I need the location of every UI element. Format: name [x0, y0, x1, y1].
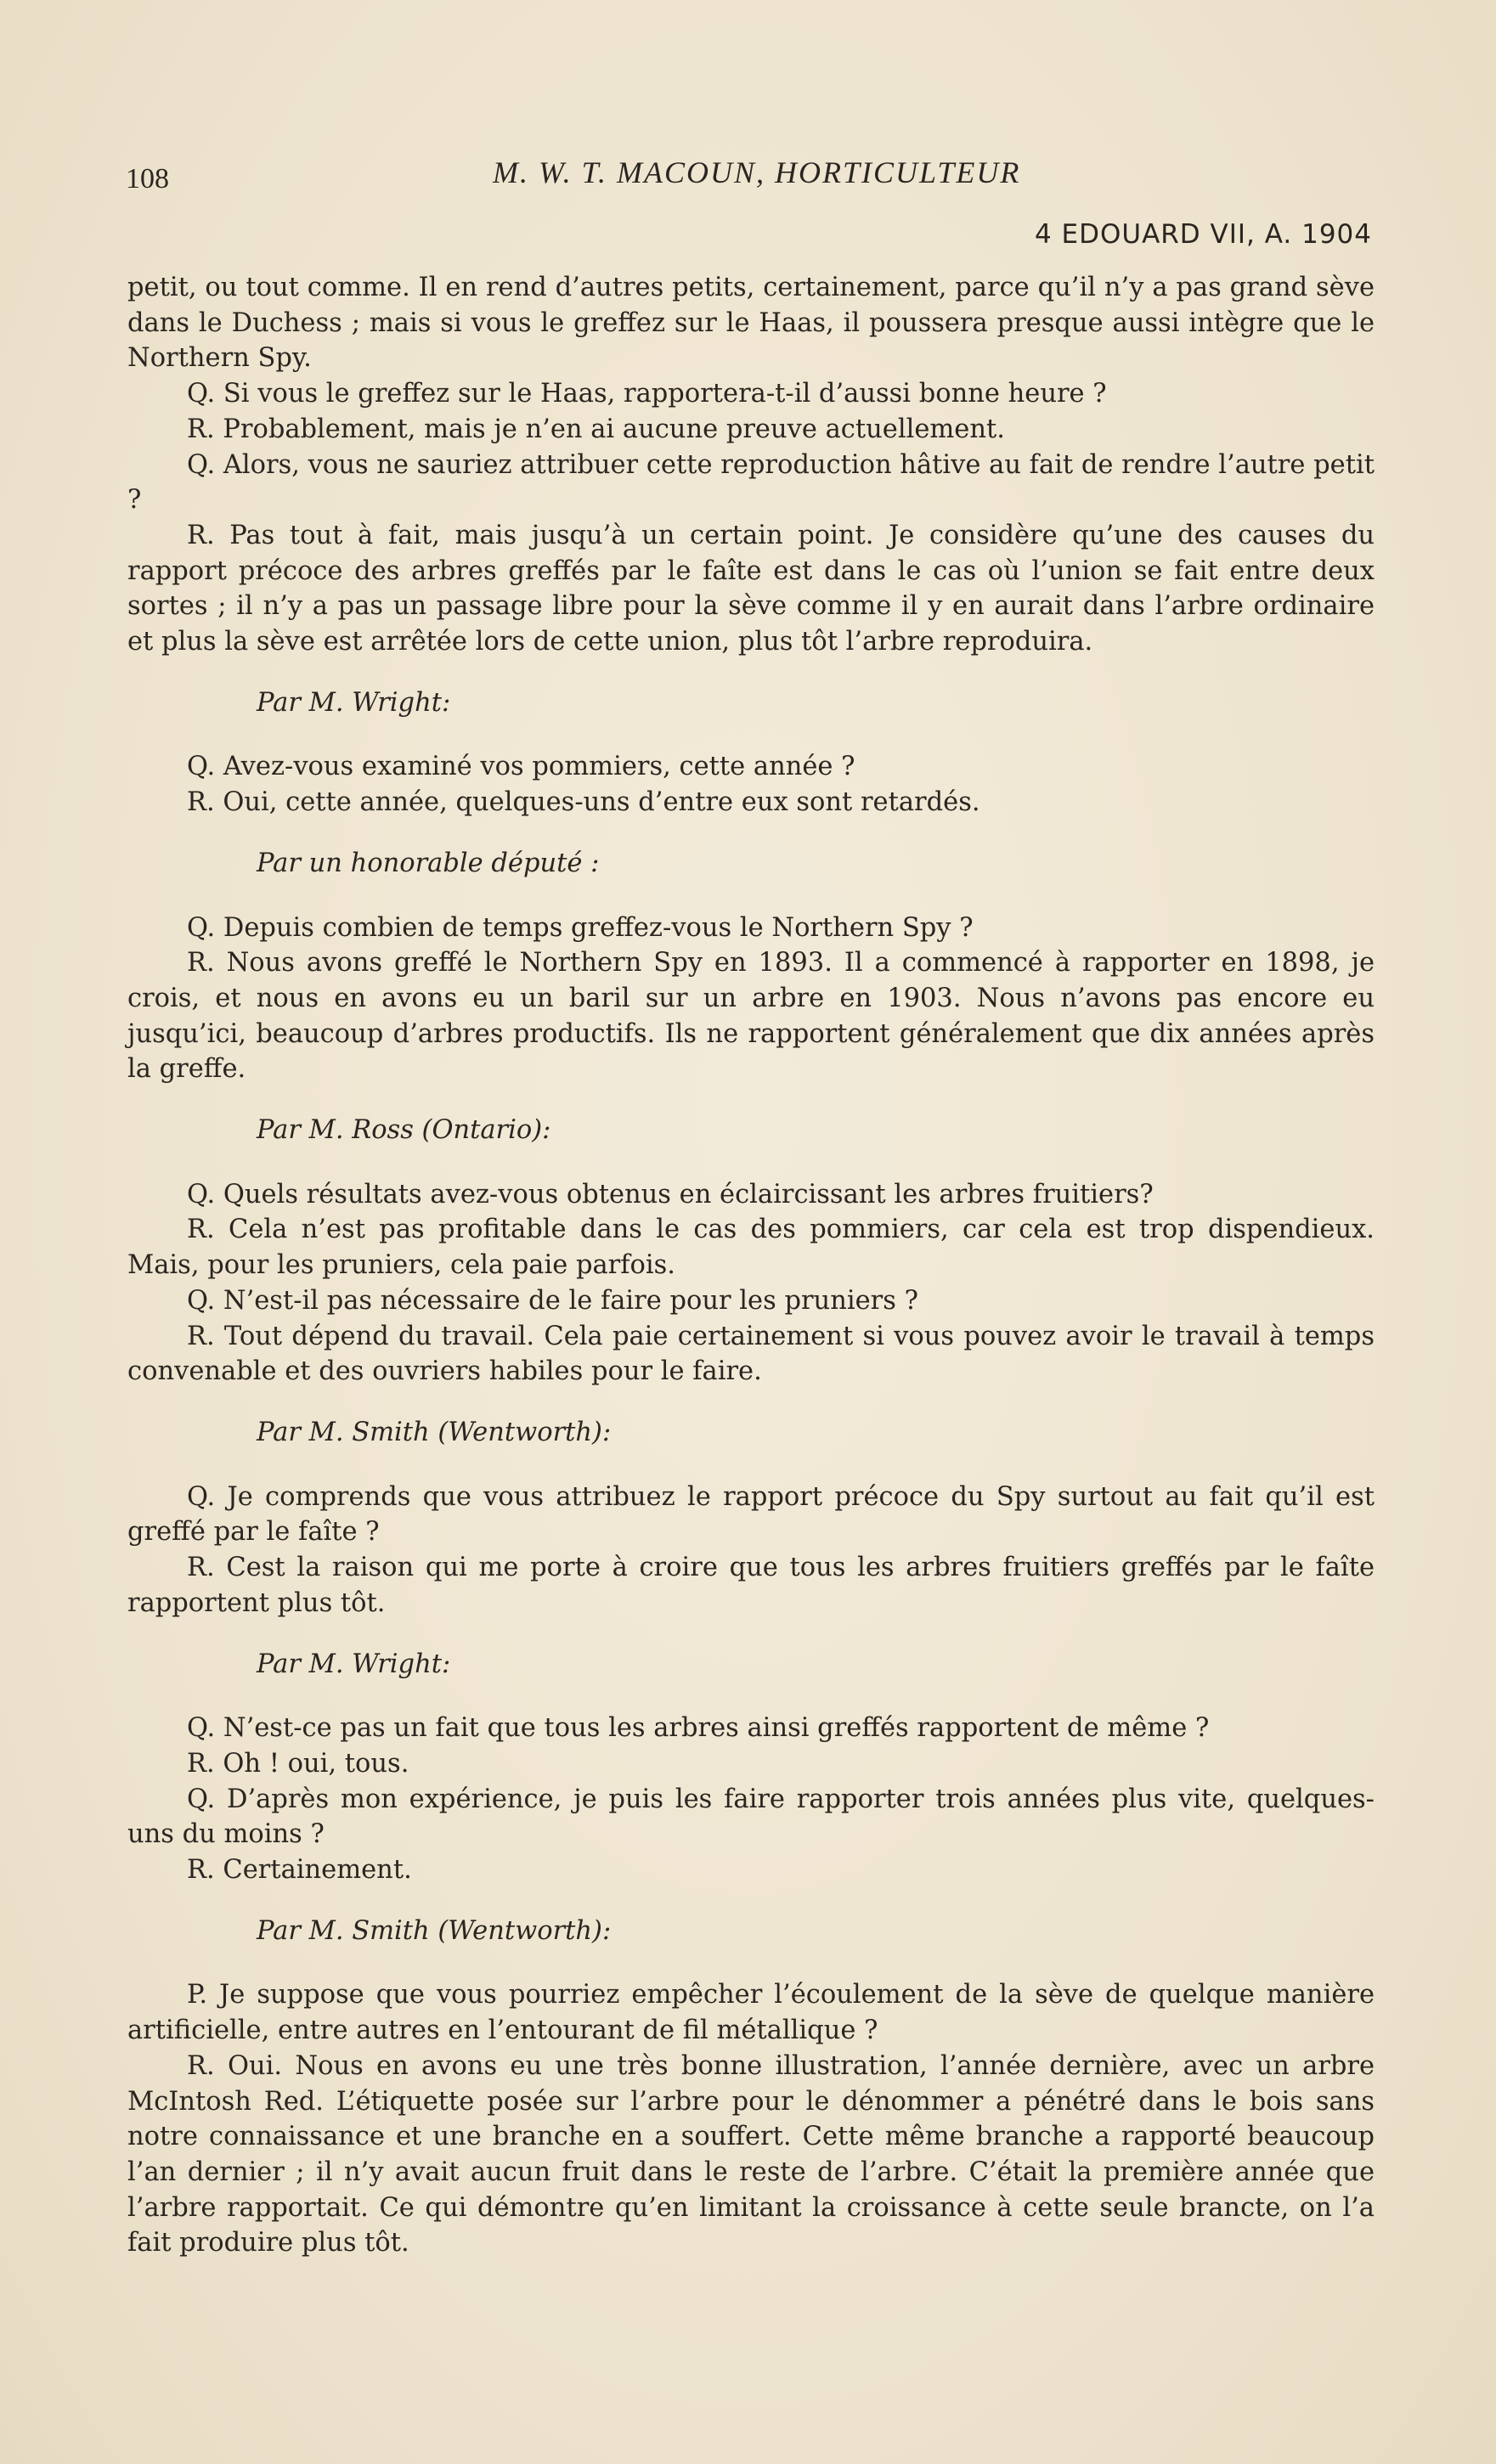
- paragraph: R. Certainement.: [187, 1855, 412, 1886]
- running-title: M. W. T. MACOUN, HORTICULTEUR: [493, 155, 1021, 189]
- running-head: [126, 151, 1375, 202]
- paragraph: Q. Quels résultats avez-vous obtenus en éclaircissant les arbres fruitiers?: [187, 1179, 1154, 1209]
- paragraph: R. Tout dépend du travail. Cela paie certainement si vous pouvez avoir le travail à temps convenable et des ouvriers habiles pour le faire.: [127, 1321, 1375, 1387]
- speaker-heading: Par M. Wright:: [257, 1649, 451, 1679]
- paragraph: R. Pas tout à fait, mais jusqu’à un certain point. Je considère qu’une des causes du rapport précoce des arbres greffés par le faîte est dans le cas où l’union se fait entre deux sortes ; il n’y a pas un passage libre pour la sève comme il y en aurait dans l’arbre ordinaire et plus la sève est arrêtée lors de cette union, plus tôt l’arbre reproduira.: [127, 520, 1375, 657]
- paragraph: Q. N’est-ce pas un fait que tous les arbres ainsi greffés rapportent de même ?: [187, 1713, 1210, 1744]
- paragraph: R. Oui, cette année, quelques-uns d’entre eux sont retardés.: [187, 787, 980, 818]
- speaker-heading: Par un honorable député :: [257, 848, 600, 878]
- session-line: 4 EDOUARD VII, A. 1904: [1034, 219, 1372, 250]
- paragraph: Q. Alors, vous ne sauriez attribuer cette reproduction hâtive au fait de rendre l’autre petit ?: [127, 449, 1375, 516]
- page-number: 108: [126, 163, 169, 195]
- speaker-heading: Par M. Smith (Wentworth):: [257, 1417, 612, 1447]
- paragraph: Q. Je comprends que vous attribuez le rapport précoce du Spy surtout au fait qu’il est greffé par le faîte ?: [127, 1481, 1375, 1548]
- paragraph: P. Je suppose que vous pourriez empêcher l’écoulement de la sève de quelque manière artificielle, entre autres en l’entourant de fil métallique ?: [127, 1980, 1375, 2046]
- paragraph: petit, ou tout comme. Il en rend d’autres petits, certainement, parce qu’il n’y a pas grand sève dans le Duchess ; mais si vous le greffez sur le Haas, il poussera presque aussi intègre que le Northern Spy.: [127, 273, 1375, 374]
- paragraph: R. Oh ! oui, tous.: [187, 1748, 409, 1779]
- speaker-heading: Par M. Smith (Wentworth):: [257, 1915, 612, 1946]
- paragraph: Q. D’après mon expérience, je puis les faire rapporter trois années plus vite, quelques-uns du moins ?: [127, 1784, 1375, 1850]
- paragraph: Q. Avez-vous examiné vos pommiers, cette année ?: [187, 752, 855, 782]
- paragraph: Q. Depuis combien de temps greffez-vous le Northern Spy ?: [187, 912, 974, 943]
- paragraph: R. Cela n’est pas profitable dans le cas des pommiers, car cela est trop dispendieux. Mais, pour les pruniers, cela paie parfois.: [127, 1215, 1375, 1281]
- paragraph: Q. N’est-il pas nécessaire de le faire pour les pruniers ?: [187, 1285, 918, 1316]
- paragraph: R. Oui. Nous en avons eu une très bonne illustration, l’année dernière, avec un arbre McIntosh Red. L’étiquette posée sur l’arbre pour le dénommer a pénétré dans le bois sans notre connaissance et une branche en a souffert. Cette même branche a rapporté beaucoup l’an dernier ; il n’y avait aucun fruit dans le reste de l’arbre. C’était la première année que l’arbre rapportait. Ce qui démontre qu’en limitant la croissance à cette seule brancte, on l’a fait produire plus tôt.: [127, 2050, 1375, 2258]
- paragraph: Q. Si vous le greffez sur le Haas, rapportera-t-il d’aussi bonne heure ?: [187, 379, 1107, 409]
- body-text: [127, 270, 1375, 2261]
- speaker-heading: Par M. Ross (Ontario):: [257, 1115, 551, 1146]
- paragraph: R. Probablement, mais je n’en ai aucune preuve actuellement.: [187, 414, 1005, 444]
- paragraph: R. Cest la raison qui me porte à croire que tous les arbres fruitiers greffés par le faîte rapportent plus tôt.: [127, 1553, 1375, 1618]
- paragraph: R. Nous avons greffé le Northern Spy en 1893. Il a commencé à rapporter en 1898, je crois, et nous en avons eu un baril sur un arbre en 1903. Nous n’avons pas encore eu jusqu’ici, beaucoup d’arbres productifs. Ils ne rapportent généralement que dix années après la greffe.: [127, 948, 1375, 1085]
- speaker-heading: Par M. Wright:: [257, 687, 451, 718]
